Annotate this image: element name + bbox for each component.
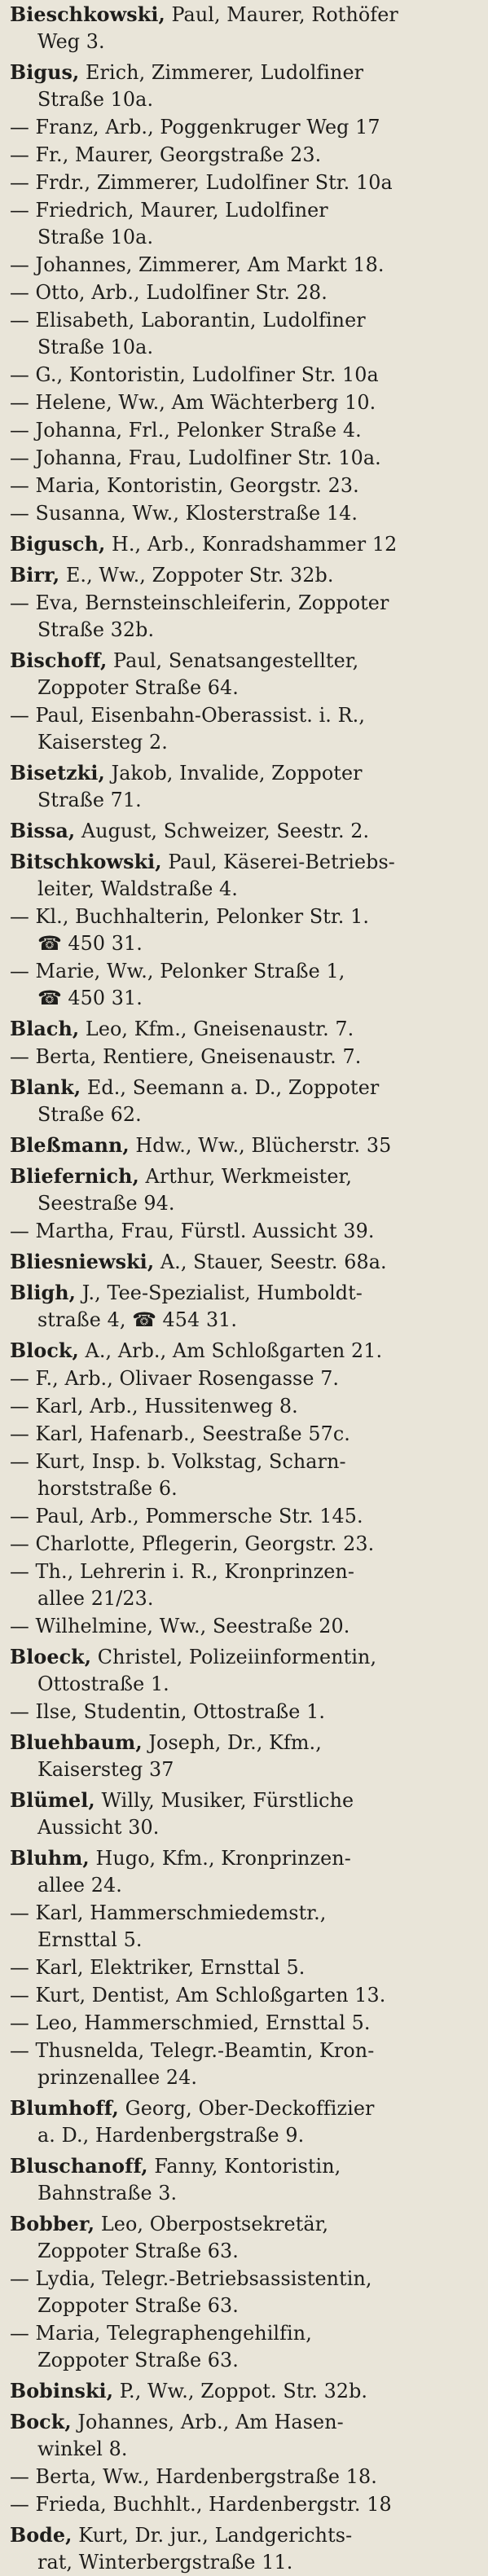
entry-text: Zoppoter Straße 63. [37,2240,239,2262]
entry-first-line [10,114,481,141]
directory-subentry [10,958,481,1012]
entry-text: a. D., Hardenbergstraße 9. [37,2124,305,2147]
entry-text: Straße 10a. [37,336,154,358]
entry-first-line [10,252,481,279]
surname: Block, [10,1339,79,1362]
surname: Bloeck, [10,1646,92,1668]
directory-subentry [10,1044,481,1070]
surname: Bleßmann, [10,1134,130,1157]
entry-first-line [10,1218,481,1245]
entry-text: Erich, Zimmerer, Ludolfiner [79,61,364,84]
surname: Bock, [10,2411,72,2433]
entry-first-line [10,1163,481,1190]
entry-first-line [10,2409,481,2436]
entry-text: Arthur, Werkmeister, [138,1165,353,1188]
entry-first-line [10,1982,481,2009]
entry-text: winkel 8. [37,2438,128,2460]
entry-text: — Th., Lehrerin i. R., Kronprinzen- [10,1560,354,1583]
entry-first-line [10,1900,481,1927]
entry-text: Straße 32b. [37,618,155,641]
entry-first-line [10,1075,481,1101]
entry-first-line [10,1644,481,1671]
directory-subentry [10,590,481,644]
directory-entry [10,2095,481,2149]
directory-subentry [10,702,481,756]
entry-continuation-line [10,2549,481,2576]
entry-continuation-line [10,1872,481,1899]
entry-first-line [10,362,481,389]
directory-entry [10,818,481,845]
entry-first-line [10,1503,481,1530]
entry-text: Straße 10a. [37,88,154,111]
entry-continuation-line [10,787,481,814]
entry-text: straße 4, ☎ 454 31. [37,1308,238,1331]
entry-first-line [10,1730,481,1756]
entry-text: — Johanna, Frau, Ludolfiner Str. 10a. [10,446,381,469]
directory-subentry [10,362,481,389]
directory-subentry [10,1365,481,1392]
entry-first-line [10,389,481,416]
directory-subentry [10,114,481,141]
surname: Blach, [10,1018,80,1040]
entry-continuation-line [10,985,481,1012]
entry-text: Ottostraße 1. [37,1673,169,1695]
directory-subentry [10,307,481,361]
surname: Bliefernich, [10,1165,139,1188]
entry-text: — Paul, Eisenbahn-Oberassist. i. R., [10,704,365,727]
entry-first-line [10,2320,481,2347]
directory-subentry [10,1613,481,1640]
entry-first-line [10,2153,481,2180]
entry-text: Christel, Polizeiinformentin, [91,1646,377,1668]
entry-text: August, Schweizer, Seestr. 2. [75,820,370,842]
directory-subentry [10,2266,481,2319]
entry-text: — Johannes, Zimmerer, Am Markt 18. [10,253,385,276]
entry-first-line [10,590,481,617]
entry-text: — Martha, Frau, Fürstl. Aussicht 39. [10,1220,375,1242]
entry-text: — Kl., Buchhalterin, Pelonker Str. 1. [10,905,370,928]
entry-first-line [10,417,481,444]
entry-text: Hugo, Kfm., Kronprinzen- [89,1847,351,1870]
entry-text: — Susanna, Ww., Klosterstraße 14. [10,502,358,525]
entry-first-line [10,2522,481,2549]
surname: Bischoff, [10,649,108,672]
directory-subentry [10,445,481,472]
surname: Blumhoff, [10,2097,119,2120]
entry-first-line [10,2266,481,2292]
entry-continuation-line [10,334,481,361]
surname: Bobber, [10,2213,95,2235]
entry-continuation-line [10,617,481,644]
entry-text: — Ilse, Studentin, Ottostraße 1. [10,1700,326,1723]
directory-subentry [10,473,481,499]
entry-first-line [10,197,481,224]
directory-subentry [10,1982,481,2009]
entry-text: — F., Arb., Olivaer Rosengasse 7. [10,1367,340,1390]
entry-first-line [10,1249,481,1276]
entry-first-line [10,958,481,985]
entry-text: Straße 71. [37,789,142,811]
entry-continuation-line [10,2122,481,2149]
entry-text: Ed., Seemann a. D., Zoppoter [81,1076,380,1099]
entry-continuation-line [10,2436,481,2463]
directory-entry [10,1016,481,1043]
surname: Bluschanoff, [10,2155,148,2178]
entry-text: — Fr., Maurer, Georgstraße 23. [10,143,322,166]
entry-text: — Helene, Ww., Am Wächterberg 10. [10,391,376,414]
entry-text: — Lydia, Telegr.-Betriebsassistentin, [10,2267,372,2290]
entry-first-line [10,2,481,29]
entry-first-line [10,562,481,589]
entry-first-line [10,2211,481,2238]
entry-first-line [10,1954,481,1981]
entry-text: horststraße 6. [37,1477,178,1500]
entry-text: Zoppoter Straße 64. [37,676,239,699]
entry-text: Weg 3. [37,30,105,53]
entry-first-line [10,445,481,472]
directory-entry [10,2522,481,2576]
entry-text: Hdw., Ww., Blücherstr. 35 [129,1134,392,1157]
entry-first-line [10,142,481,169]
directory-entry [10,531,481,558]
entry-text: — Karl, Hafenarb., Seestraße 57c. [10,1422,350,1445]
directory-entry [10,1075,481,1128]
entry-text: — Frdr., Zimmerer, Ludolfiner Str. 10a [10,171,393,194]
entry-first-line [10,760,481,787]
entry-text: A., Arb., Am Schloßgarten 21. [78,1339,383,1362]
directory-subentry [10,1503,481,1530]
directory-subentry [10,279,481,306]
entry-text: Zoppoter Straße 63. [37,2349,239,2372]
entry-text: Kaisersteg 37 [37,1758,174,1781]
directory-subentry [10,1558,481,1612]
entry-text: Leo, Kfm., Gneisenaustr. 7. [79,1018,354,1040]
entry-continuation-line [10,86,481,113]
entry-text: Joseph, Dr., Kfm., [142,1731,322,1754]
entry-first-line [10,279,481,306]
entry-continuation-line [10,2292,481,2319]
directory-subentry [10,389,481,416]
entry-text: Straße 10a. [37,226,154,248]
surname: Bobinski, [10,2380,114,2402]
surname: Bisetzki, [10,762,105,785]
directory-subentry [10,1448,481,1502]
entry-text: ☎ 450 31. [37,987,143,1009]
entry-text: — Elisabeth, Laborantin, Ludolfiner [10,309,366,332]
entry-text: Bahnstraße 3. [37,2182,178,2205]
entry-continuation-line [10,29,481,55]
entry-first-line [10,1699,481,1725]
entry-first-line [10,1044,481,1070]
entry-continuation-line [10,876,481,903]
directory-entry [10,1132,481,1159]
surname: Bigus, [10,61,80,84]
directory-subentry [10,1900,481,1954]
entry-text: Johannes, Arb., Am Hasen- [71,2411,344,2433]
entry-first-line [10,59,481,86]
entry-first-line [10,1016,481,1043]
entry-text: Paul, Maurer, Rothöfer [165,3,398,26]
entry-continuation-line [10,1307,481,1334]
surname: Birr, [10,564,60,587]
entry-first-line [10,2095,481,2122]
directory-entry [10,2211,481,2265]
entry-text: Fanny, Kontoristin, [147,2155,341,2178]
entry-text: — Wilhelmine, Ww., Seestraße 20. [10,1615,350,1637]
directory-entry [10,2153,481,2207]
surname: Bliesniewski, [10,1251,155,1273]
directory-entry [10,849,481,903]
directory-entry [10,760,481,814]
surname: Bieschkowski, [10,3,165,26]
entry-text: Zoppoter Straße 63. [37,2294,239,2317]
entry-text: — Paul, Arb., Pommersche Str. 145. [10,1505,363,1528]
entry-continuation-line [10,1475,481,1502]
entry-text: — Kurt, Dentist, Am Schloßgarten 13. [10,1984,386,2007]
entry-text: leiter, Waldstraße 4. [37,877,238,900]
surname: Bluehbaum, [10,1731,143,1754]
entry-text: prinzenallee 24. [37,2066,198,2089]
entry-text: — Leo, Hammerschmied, Ernsttal 5. [10,2011,371,2034]
directory-subentry [10,903,481,957]
entry-text: — Charlotte, Pflegerin, Georgstr. 23. [10,1532,375,1555]
surname: Blank, [10,1076,81,1099]
entry-continuation-line [10,1101,481,1128]
entry-continuation-line [10,2180,481,2207]
directory-subentry [10,500,481,527]
surname: Bigusch, [10,533,106,556]
entry-continuation-line [10,2064,481,2091]
entry-text: rat, Winterbergstraße 11. [37,2551,293,2574]
directory-entry [10,1730,481,1783]
entry-continuation-line [10,1190,481,1217]
surname: Bligh, [10,1281,77,1304]
directory-entry [10,2409,481,2463]
directory-entry [10,1338,481,1365]
entry-first-line [10,2010,481,2037]
entry-first-line [10,169,481,196]
entry-text: — Karl, Hammerschmiedemstr., [10,1901,327,1924]
directory-subentry [10,1393,481,1420]
directory-entry [10,1280,481,1334]
directory-subentry [10,2491,481,2518]
entry-continuation-line [10,1756,481,1783]
entry-first-line [10,1787,481,1814]
entry-text: E., Ww., Zoppoter Str. 32b. [59,564,334,587]
entry-text: Kurt, Dr. jur., Landgerichts- [72,2524,353,2547]
entry-first-line [10,307,481,334]
entry-text: — Marie, Ww., Pelonker Straße 1, [10,960,345,982]
entry-first-line [10,818,481,845]
entry-first-line [10,702,481,729]
directory-entry [10,1845,481,1899]
directory-subentry [10,1954,481,1981]
entry-continuation-line [10,2238,481,2265]
entry-text: — Franz, Arb., Poggenkruger Weg 17 [10,116,380,138]
entry-continuation-line [10,1814,481,1841]
entry-text: Paul, Senatsangestellter, [107,649,359,672]
entry-first-line [10,531,481,558]
entry-first-line [10,1845,481,1872]
entry-text: — Eva, Bernsteinschleiferin, Zoppoter [10,591,389,614]
entry-continuation-line [10,930,481,957]
entry-continuation-line [10,1671,481,1698]
directory-subentry [10,197,481,251]
entry-text: — Berta, Rentiere, Gneisenaustr. 7. [10,1045,362,1068]
entry-first-line [10,1393,481,1420]
directory-subentry [10,2464,481,2490]
entry-first-line [10,473,481,499]
entry-text: J., Tee-Spezialist, Humboldt- [76,1281,363,1304]
directory-subentry [10,2320,481,2374]
directory-entry [10,1787,481,1841]
entry-continuation-line [10,1585,481,1612]
directory-subentry [10,1218,481,1245]
entry-first-line [10,1531,481,1558]
entry-text: Willy, Musiker, Fürstliche [95,1789,354,1812]
entry-first-line [10,2038,481,2064]
entry-text: Kaisersteg 2. [37,731,168,754]
entry-first-line [10,1280,481,1307]
entry-text: — Friedrich, Maurer, Ludolfiner [10,199,328,222]
entry-first-line [10,1132,481,1159]
directory-entry [10,2378,481,2405]
entry-text: Aussicht 30. [37,1816,160,1839]
entry-text: allee 24. [37,1874,122,1897]
directory-subentry [10,1699,481,1725]
entry-continuation-line [10,729,481,756]
directory-entry [10,648,481,701]
entry-first-line [10,1365,481,1392]
entry-first-line [10,1613,481,1640]
entry-text: Paul, Käserei-Betriebs- [161,851,395,873]
directory-entry [10,562,481,589]
surname: Bluhm, [10,1847,90,1870]
surname: Bitschkowski, [10,851,162,873]
entry-continuation-line [10,1927,481,1954]
entry-text: — Karl, Arb., Hussitenweg 8. [10,1395,298,1418]
entry-text: — Karl, Elektriker, Ernsttal 5. [10,1956,306,1979]
entry-text: ☎ 450 31. [37,932,143,955]
entry-first-line [10,648,481,675]
entry-continuation-line [10,224,481,251]
entry-first-line [10,2464,481,2490]
entry-first-line [10,903,481,930]
directory-entry [10,1644,481,1698]
directory-subentry [10,2010,481,2037]
entry-text: Jakob, Invalide, Zoppoter [104,762,363,785]
entry-continuation-line [10,675,481,701]
directory-subentry [10,252,481,279]
entry-first-line [10,1338,481,1365]
directory-subentry [10,417,481,444]
entry-first-line [10,849,481,876]
entry-text: Georg, Ober-Deckoffizier [118,2097,375,2120]
entry-first-line [10,2378,481,2405]
directory-subentry [10,142,481,169]
entry-text: H., Arb., Konradshammer 12 [105,533,398,556]
directory-entry [10,2,481,55]
entry-text: — Otto, Arb., Ludolfiner Str. 28. [10,281,328,304]
entry-text: allee 21/23. [37,1587,154,1610]
entry-text: Straße 62. [37,1103,142,1126]
directory-subentry [10,169,481,196]
entry-text: — G., Kontoristin, Ludolfiner Str. 10a [10,363,379,386]
entry-text: — Thusnelda, Telegr.-Beamtin, Kron- [10,2039,375,2062]
entry-text: — Frieda, Buchhlt., Hardenbergstr. 18 [10,2493,392,2516]
entry-text: Ernsttal 5. [37,1928,143,1951]
entry-text: — Johanna, Frl., Pelonker Straße 4. [10,419,362,442]
entry-text: A., Stauer, Seestr. 68a. [154,1251,387,1273]
entry-text: Leo, Oberpostsekretär, [95,2213,329,2235]
entry-first-line [10,2491,481,2518]
entry-text: P., Ww., Zoppot. Str. 32b. [113,2380,368,2402]
entry-first-line [10,500,481,527]
entry-text: — Maria, Telegraphengehilfin, [10,2322,312,2345]
directory-subentry [10,1421,481,1448]
entry-text: — Kurt, Insp. b. Volkstag, Scharn- [10,1450,346,1473]
directory-subentry [10,1531,481,1558]
directory-entry [10,59,481,113]
surname: Bode, [10,2524,73,2547]
entry-first-line [10,1448,481,1475]
entry-first-line [10,1421,481,1448]
entry-continuation-line [10,2347,481,2374]
directory-entry [10,1163,481,1217]
entry-text: Seestraße 94. [37,1192,175,1215]
entry-text: — Maria, Kontoristin, Georgstr. 23. [10,474,359,497]
surname: Blümel, [10,1789,95,1812]
surname: Bissa, [10,820,76,842]
directory-subentry [10,2038,481,2091]
entry-text: — Berta, Ww., Hardenbergstraße 18. [10,2465,377,2488]
directory-entry [10,1249,481,1276]
entry-first-line [10,1558,481,1585]
